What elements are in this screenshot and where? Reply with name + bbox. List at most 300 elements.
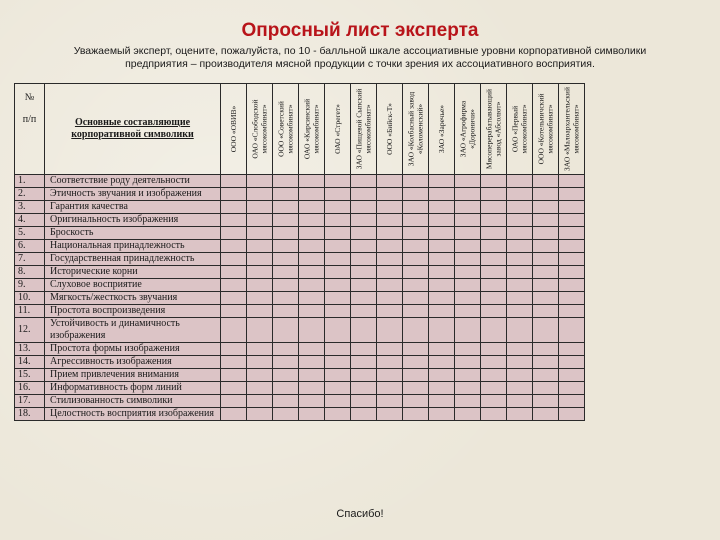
- score-cell[interactable]: [221, 279, 247, 292]
- score-cell[interactable]: [299, 214, 325, 227]
- score-cell[interactable]: [507, 369, 533, 382]
- score-cell[interactable]: [299, 188, 325, 201]
- score-cell[interactable]: [559, 382, 585, 395]
- score-cell[interactable]: [325, 201, 351, 214]
- score-cell[interactable]: [351, 408, 377, 421]
- score-cell[interactable]: [377, 279, 403, 292]
- criterion-label: Прием привлечения внимания: [45, 369, 221, 382]
- score-cell[interactable]: [221, 305, 247, 318]
- score-cell[interactable]: [325, 240, 351, 253]
- score-cell[interactable]: [221, 175, 247, 188]
- score-cell[interactable]: [403, 292, 429, 305]
- score-cell[interactable]: [455, 279, 481, 292]
- score-cell[interactable]: [559, 201, 585, 214]
- score-cell[interactable]: [533, 240, 559, 253]
- score-cell[interactable]: [221, 292, 247, 305]
- score-cell[interactable]: [351, 356, 377, 369]
- score-cell[interactable]: [403, 369, 429, 382]
- score-cell[interactable]: [481, 292, 507, 305]
- criterion-label: Оригинальность изображения: [45, 214, 221, 227]
- score-cell[interactable]: [481, 227, 507, 240]
- row-number: 10.: [15, 292, 45, 305]
- score-cell[interactable]: [429, 369, 455, 382]
- score-cell[interactable]: [481, 305, 507, 318]
- row-number: 17.: [15, 395, 45, 408]
- score-cell[interactable]: [507, 382, 533, 395]
- score-cell[interactable]: [533, 279, 559, 292]
- score-cell[interactable]: [247, 188, 273, 201]
- company-name: ОАО «Кирсинский мясокомбинат»: [302, 98, 320, 160]
- score-cell[interactable]: [299, 292, 325, 305]
- score-cell[interactable]: [221, 369, 247, 382]
- score-cell[interactable]: [221, 266, 247, 279]
- score-cell[interactable]: [559, 227, 585, 240]
- score-cell[interactable]: [221, 227, 247, 240]
- score-cell[interactable]: [299, 382, 325, 395]
- score-cell[interactable]: [403, 266, 429, 279]
- score-cell[interactable]: [273, 292, 299, 305]
- score-cell[interactable]: [403, 175, 429, 188]
- score-cell[interactable]: [351, 279, 377, 292]
- score-cell[interactable]: [481, 395, 507, 408]
- criteria-header: [45, 84, 221, 175]
- score-cell[interactable]: [221, 356, 247, 369]
- company-name: Мясоперерабатывающий завод «Абсолют»: [484, 88, 502, 170]
- score-cell[interactable]: [507, 408, 533, 421]
- score-cell[interactable]: [299, 343, 325, 356]
- score-cell[interactable]: [247, 279, 273, 292]
- score-cell[interactable]: [377, 369, 403, 382]
- score-cell[interactable]: [455, 382, 481, 395]
- score-cell[interactable]: [481, 188, 507, 201]
- row-number: 4.: [15, 214, 45, 227]
- score-cell[interactable]: [377, 356, 403, 369]
- score-cell[interactable]: [351, 175, 377, 188]
- score-cell[interactable]: [377, 318, 403, 343]
- score-cell[interactable]: [533, 343, 559, 356]
- score-cell[interactable]: [429, 201, 455, 214]
- score-cell[interactable]: [325, 175, 351, 188]
- score-cell[interactable]: [403, 305, 429, 318]
- score-cell[interactable]: [351, 253, 377, 266]
- score-cell[interactable]: [507, 240, 533, 253]
- score-cell[interactable]: [403, 201, 429, 214]
- row-number: 7.: [15, 253, 45, 266]
- intro-text: [20, 45, 700, 71]
- score-cell[interactable]: [299, 201, 325, 214]
- score-cell[interactable]: [533, 175, 559, 188]
- row-number: 9.: [15, 279, 45, 292]
- score-cell[interactable]: [299, 408, 325, 421]
- company-header: [507, 84, 533, 175]
- score-cell[interactable]: [455, 188, 481, 201]
- score-cell[interactable]: [273, 214, 299, 227]
- score-cell[interactable]: [481, 175, 507, 188]
- score-cell[interactable]: [325, 408, 351, 421]
- score-cell[interactable]: [507, 175, 533, 188]
- score-cell[interactable]: [429, 356, 455, 369]
- score-cell[interactable]: [377, 382, 403, 395]
- score-cell[interactable]: [429, 188, 455, 201]
- score-cell[interactable]: [403, 343, 429, 356]
- score-cell[interactable]: [299, 266, 325, 279]
- score-cell[interactable]: [325, 356, 351, 369]
- company-name: ЗАО «Малоархангельский мясокомбинат»: [562, 87, 580, 171]
- score-cell[interactable]: [507, 188, 533, 201]
- score-cell[interactable]: [221, 318, 247, 343]
- score-cell[interactable]: [351, 214, 377, 227]
- page-title: Опросный лист эксперта: [241, 20, 479, 41]
- table-row: [15, 318, 585, 343]
- score-cell[interactable]: [533, 253, 559, 266]
- score-cell[interactable]: [559, 356, 585, 369]
- score-cell[interactable]: [247, 356, 273, 369]
- table-row: [15, 382, 585, 395]
- score-cell[interactable]: [377, 188, 403, 201]
- score-cell[interactable]: [507, 395, 533, 408]
- score-cell[interactable]: [273, 279, 299, 292]
- score-cell[interactable]: [559, 305, 585, 318]
- score-cell[interactable]: [273, 356, 299, 369]
- score-cell[interactable]: [481, 356, 507, 369]
- score-cell[interactable]: [429, 214, 455, 227]
- score-cell[interactable]: [455, 292, 481, 305]
- score-cell[interactable]: [221, 201, 247, 214]
- score-cell[interactable]: [559, 369, 585, 382]
- score-cell[interactable]: [325, 395, 351, 408]
- score-cell[interactable]: [299, 227, 325, 240]
- score-cell[interactable]: [351, 382, 377, 395]
- score-cell[interactable]: [533, 227, 559, 240]
- score-cell[interactable]: [429, 408, 455, 421]
- score-cell[interactable]: [273, 343, 299, 356]
- table-row: [15, 188, 585, 201]
- score-cell[interactable]: [481, 279, 507, 292]
- score-cell[interactable]: [351, 318, 377, 343]
- score-cell[interactable]: [559, 240, 585, 253]
- score-cell[interactable]: [429, 382, 455, 395]
- score-cell[interactable]: [455, 240, 481, 253]
- score-cell[interactable]: [559, 292, 585, 305]
- score-cell[interactable]: [507, 292, 533, 305]
- score-cell[interactable]: [299, 356, 325, 369]
- score-cell[interactable]: [247, 382, 273, 395]
- table-row: [15, 175, 585, 188]
- score-cell[interactable]: [559, 266, 585, 279]
- score-cell[interactable]: [403, 318, 429, 343]
- row-number: 11.: [15, 305, 45, 318]
- score-cell[interactable]: [247, 292, 273, 305]
- score-cell[interactable]: [247, 369, 273, 382]
- score-cell[interactable]: [403, 240, 429, 253]
- score-cell[interactable]: [403, 279, 429, 292]
- score-cell[interactable]: [559, 214, 585, 227]
- score-cell[interactable]: [455, 408, 481, 421]
- score-cell[interactable]: [533, 292, 559, 305]
- table-row: [15, 214, 585, 227]
- score-cell[interactable]: [273, 408, 299, 421]
- score-cell[interactable]: [455, 266, 481, 279]
- score-cell[interactable]: [273, 318, 299, 343]
- score-cell[interactable]: [221, 188, 247, 201]
- score-cell[interactable]: [247, 227, 273, 240]
- score-cell[interactable]: [481, 382, 507, 395]
- score-cell[interactable]: [481, 369, 507, 382]
- company-name: ООО «Котельничский мясокомбинат»: [536, 93, 554, 165]
- score-cell[interactable]: [403, 408, 429, 421]
- score-cell[interactable]: [533, 356, 559, 369]
- score-cell[interactable]: [481, 343, 507, 356]
- score-cell[interactable]: [455, 253, 481, 266]
- table-row: [15, 369, 585, 382]
- intro-line-1: Уважаемый эксперт, оцените, пожалуйста, по 10 - балльной шкале ассоциативные уровни корпоративной символики: [73, 45, 647, 57]
- score-cell[interactable]: [299, 279, 325, 292]
- score-cell[interactable]: [377, 253, 403, 266]
- score-cell[interactable]: [299, 369, 325, 382]
- score-cell[interactable]: [377, 266, 403, 279]
- score-cell[interactable]: [377, 343, 403, 356]
- score-cell[interactable]: [403, 356, 429, 369]
- score-cell[interactable]: [299, 240, 325, 253]
- score-cell[interactable]: [325, 369, 351, 382]
- score-cell[interactable]: [351, 305, 377, 318]
- score-cell[interactable]: [273, 201, 299, 214]
- score-cell[interactable]: [325, 253, 351, 266]
- score-cell[interactable]: [377, 201, 403, 214]
- score-cell[interactable]: [325, 318, 351, 343]
- score-cell[interactable]: [247, 395, 273, 408]
- score-cell[interactable]: [299, 253, 325, 266]
- score-cell[interactable]: [377, 408, 403, 421]
- company-name: ЗАО «Пищевой Сыпский мясокомбинат»: [354, 88, 372, 170]
- score-cell[interactable]: [221, 395, 247, 408]
- row-number: 15.: [15, 369, 45, 382]
- row-number: 2.: [15, 188, 45, 201]
- score-cell[interactable]: [429, 279, 455, 292]
- score-cell[interactable]: [481, 408, 507, 421]
- score-cell[interactable]: [403, 214, 429, 227]
- score-cell[interactable]: [481, 201, 507, 214]
- score-cell[interactable]: [429, 305, 455, 318]
- score-cell[interactable]: [247, 214, 273, 227]
- score-cell[interactable]: [403, 382, 429, 395]
- score-cell[interactable]: [377, 227, 403, 240]
- score-cell[interactable]: [221, 214, 247, 227]
- score-cell[interactable]: [429, 266, 455, 279]
- score-cell[interactable]: [221, 343, 247, 356]
- score-cell[interactable]: [247, 318, 273, 343]
- score-cell[interactable]: [533, 201, 559, 214]
- score-cell[interactable]: [377, 240, 403, 253]
- score-cell[interactable]: [377, 292, 403, 305]
- score-cell[interactable]: [559, 343, 585, 356]
- criteria-header-label: Основные составляющие корпоративной символики: [71, 117, 194, 140]
- score-cell[interactable]: [273, 305, 299, 318]
- num-header: [15, 84, 45, 175]
- score-cell[interactable]: [351, 369, 377, 382]
- score-cell[interactable]: [429, 227, 455, 240]
- score-cell[interactable]: [273, 382, 299, 395]
- company-header: [481, 84, 507, 175]
- score-cell[interactable]: [325, 214, 351, 227]
- score-cell[interactable]: [247, 253, 273, 266]
- criterion-label: Устойчивость и динамичность изображения: [45, 318, 221, 343]
- thanks-text: Спасибо!: [336, 508, 384, 520]
- score-cell[interactable]: [533, 214, 559, 227]
- score-cell[interactable]: [429, 175, 455, 188]
- score-cell[interactable]: [325, 188, 351, 201]
- score-cell[interactable]: [351, 240, 377, 253]
- score-cell[interactable]: [429, 395, 455, 408]
- score-cell[interactable]: [559, 408, 585, 421]
- score-cell[interactable]: [247, 266, 273, 279]
- score-cell[interactable]: [351, 188, 377, 201]
- score-cell[interactable]: [429, 292, 455, 305]
- score-cell[interactable]: [221, 240, 247, 253]
- score-cell[interactable]: [455, 227, 481, 240]
- row-number: 13.: [15, 343, 45, 356]
- score-cell[interactable]: [507, 266, 533, 279]
- score-cell[interactable]: [351, 201, 377, 214]
- score-cell[interactable]: [247, 343, 273, 356]
- score-cell[interactable]: [247, 201, 273, 214]
- score-cell[interactable]: [481, 240, 507, 253]
- score-cell[interactable]: [533, 382, 559, 395]
- score-cell[interactable]: [247, 175, 273, 188]
- score-cell[interactable]: [325, 227, 351, 240]
- table-body: [15, 175, 585, 421]
- score-cell[interactable]: [507, 343, 533, 356]
- score-cell[interactable]: [273, 369, 299, 382]
- score-cell[interactable]: [455, 343, 481, 356]
- score-cell[interactable]: [403, 395, 429, 408]
- score-cell[interactable]: [351, 343, 377, 356]
- score-cell[interactable]: [325, 279, 351, 292]
- score-cell[interactable]: [273, 240, 299, 253]
- score-cell[interactable]: [559, 395, 585, 408]
- score-cell[interactable]: [351, 395, 377, 408]
- company-name: ООО «Советский мясокомбинат»: [276, 101, 294, 157]
- score-cell[interactable]: [533, 305, 559, 318]
- score-cell[interactable]: [299, 305, 325, 318]
- score-cell[interactable]: [351, 227, 377, 240]
- score-cell[interactable]: [429, 240, 455, 253]
- score-cell[interactable]: [299, 395, 325, 408]
- score-cell[interactable]: [507, 356, 533, 369]
- score-cell[interactable]: [325, 343, 351, 356]
- table-row: [15, 408, 585, 421]
- score-cell[interactable]: [455, 356, 481, 369]
- score-cell[interactable]: [481, 318, 507, 343]
- score-cell[interactable]: [507, 201, 533, 214]
- score-cell[interactable]: [299, 318, 325, 343]
- score-cell[interactable]: [247, 240, 273, 253]
- table-row: [15, 240, 585, 253]
- score-cell[interactable]: [533, 318, 559, 343]
- score-cell[interactable]: [481, 266, 507, 279]
- score-cell[interactable]: [247, 408, 273, 421]
- score-cell[interactable]: [403, 227, 429, 240]
- score-cell[interactable]: [403, 188, 429, 201]
- score-cell[interactable]: [455, 369, 481, 382]
- score-cell[interactable]: [455, 201, 481, 214]
- score-cell[interactable]: [533, 266, 559, 279]
- score-cell[interactable]: [221, 408, 247, 421]
- score-cell[interactable]: [559, 175, 585, 188]
- company-header: [559, 84, 585, 175]
- criterion-label: Слуховое восприятие: [45, 279, 221, 292]
- score-cell[interactable]: [273, 227, 299, 240]
- score-cell[interactable]: [325, 305, 351, 318]
- score-cell[interactable]: [325, 266, 351, 279]
- company-header: [221, 84, 247, 175]
- criterion-label: Целостность восприятия изображения: [45, 408, 221, 421]
- company-name: ОАО «Стрегет»: [332, 104, 342, 154]
- score-cell[interactable]: [377, 175, 403, 188]
- score-cell[interactable]: [221, 382, 247, 395]
- score-cell[interactable]: [221, 253, 247, 266]
- score-cell[interactable]: [533, 369, 559, 382]
- score-cell[interactable]: [351, 292, 377, 305]
- score-cell[interactable]: [273, 175, 299, 188]
- company-header: [351, 84, 377, 175]
- score-cell[interactable]: [377, 214, 403, 227]
- score-cell[interactable]: [429, 253, 455, 266]
- score-cell[interactable]: [273, 188, 299, 201]
- score-cell[interactable]: [507, 305, 533, 318]
- score-cell[interactable]: [377, 305, 403, 318]
- table-row: [15, 279, 585, 292]
- score-cell[interactable]: [247, 305, 273, 318]
- score-cell[interactable]: [299, 175, 325, 188]
- score-cell[interactable]: [273, 395, 299, 408]
- score-cell[interactable]: [455, 175, 481, 188]
- score-cell[interactable]: [533, 395, 559, 408]
- score-cell[interactable]: [559, 188, 585, 201]
- score-cell[interactable]: [559, 279, 585, 292]
- score-cell[interactable]: [455, 214, 481, 227]
- criterion-label: Информативность форм линий: [45, 382, 221, 395]
- row-number: 3.: [15, 201, 45, 214]
- score-cell[interactable]: [325, 382, 351, 395]
- score-cell[interactable]: [481, 214, 507, 227]
- company-header: [533, 84, 559, 175]
- score-cell[interactable]: [455, 395, 481, 408]
- score-cell[interactable]: [507, 214, 533, 227]
- score-cell[interactable]: [507, 279, 533, 292]
- score-cell[interactable]: [273, 253, 299, 266]
- score-cell[interactable]: [273, 266, 299, 279]
- score-cell[interactable]: [559, 253, 585, 266]
- score-cell[interactable]: [507, 253, 533, 266]
- score-cell[interactable]: [429, 343, 455, 356]
- company-name: ОАО «Слободской мясокомбинат»: [250, 99, 268, 159]
- score-cell[interactable]: [533, 408, 559, 421]
- score-cell[interactable]: [455, 305, 481, 318]
- score-cell[interactable]: [507, 227, 533, 240]
- score-cell[interactable]: [351, 266, 377, 279]
- score-cell[interactable]: [507, 318, 533, 343]
- score-cell[interactable]: [533, 188, 559, 201]
- score-cell[interactable]: [559, 318, 585, 343]
- score-cell[interactable]: [403, 253, 429, 266]
- score-cell[interactable]: [429, 318, 455, 343]
- score-cell[interactable]: [377, 395, 403, 408]
- score-cell[interactable]: [455, 318, 481, 343]
- score-cell[interactable]: [481, 253, 507, 266]
- score-cell[interactable]: [325, 292, 351, 305]
- row-number: 16.: [15, 382, 45, 395]
